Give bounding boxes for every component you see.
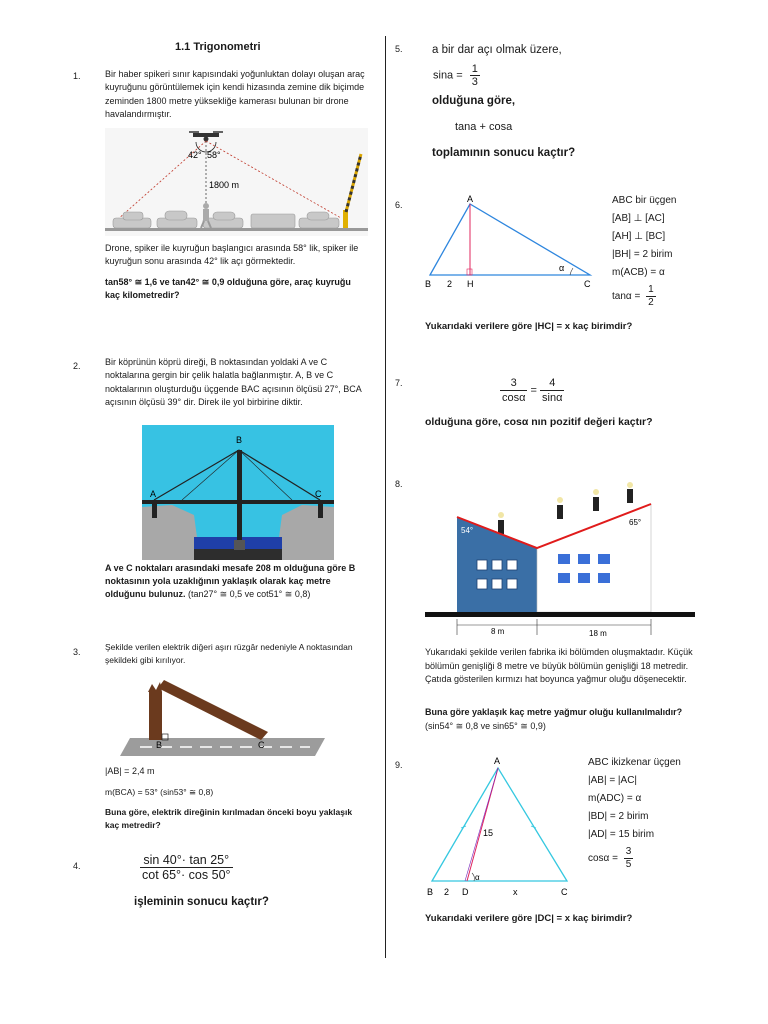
q2-label-a: A — [150, 489, 157, 499]
q9-label-d: D — [462, 887, 469, 897]
q8-question-bold: Buna göre yaklaşık kaç metre yağmur oluğu kullanılmalıdır? — [425, 707, 683, 717]
q7-left-num: 3 — [500, 376, 527, 391]
q6-given-4: |BH| = 2 birim — [612, 249, 673, 260]
q9-cos-num: 3 — [625, 846, 632, 857]
q4-number: 4. — [73, 861, 81, 871]
q5-question: toplamının sonucu kaçtır? — [432, 147, 576, 159]
q4-fraction — [140, 853, 233, 882]
q5-sin-num: 1 — [471, 63, 478, 75]
q9-given — [588, 754, 718, 871]
q9-label-b: B — [427, 887, 434, 897]
q1-text: Bir haber spikeri sınır kapısındaki yoğunluktan dolayı oluşan araç kuyruğunu görüntülemek için kendi hizasında zemine dik biçimde zeminden 1800 metre yüksekliğe kamerası bulunan bir drone havalandırmıştır. — [105, 69, 365, 120]
q5-number: 5. — [395, 44, 403, 54]
q6-given-2: [AB] ⊥ [AC] — [612, 213, 665, 224]
q8-width-small: 8 m — [491, 627, 505, 636]
q6-label-c: C — [584, 279, 591, 289]
q8-number: 8. — [395, 479, 403, 489]
q6-label-b: B — [425, 279, 432, 289]
q7-right-den: sinα — [542, 392, 563, 404]
q9-given-1: ABC ikizkenar üçgen — [588, 757, 681, 768]
section-title: 1.1 Trigonometri — [175, 41, 261, 53]
q5-line1: a bir dar açı olmak üzere, — [432, 44, 562, 56]
q3-number: 3. — [73, 647, 81, 657]
q7-eq: = — [530, 384, 537, 397]
q6-tan-den: 2 — [648, 297, 654, 308]
q8-question-hint: (sin54° ≅ 0,8 ve sin65° ≅ 0,9) — [425, 720, 546, 731]
q2-text: Bir köprünün köprü direği, B noktasından yoldaki A ve C noktalarına gergin bir çelik halatla bağlanmıştır. A, B ve C noktalarının oluşturduğu üçgende BAC açısının ölçüsü 27°, BCA açısının ölçüsü 39° dir. Direk ile yol birbirine diktir. — [105, 357, 362, 408]
q3-pole-figure — [120, 672, 325, 760]
q9-given-3: m(ADC) = α — [588, 793, 642, 804]
q6-number: 6. — [395, 200, 403, 210]
q2-bridge-figure — [142, 425, 334, 560]
q1-angle-left: 42° — [188, 150, 202, 160]
q6-label-a: A — [467, 194, 474, 204]
q6-tan-label: tanα = — [612, 291, 641, 303]
q3-question: Buna göre, elektrik direğinin kırılmadan önceki boyu yaklaşık kaç metredir? — [105, 807, 353, 830]
q3-given2: m(BCA) = 53° (sin53° ≅ 0,8) — [105, 787, 214, 797]
q9-label-c: C — [561, 887, 568, 897]
q9-cos-label: cosα = — [588, 853, 618, 865]
q8-angle-right: 65° — [629, 518, 642, 527]
q6-label-h: H — [467, 279, 474, 289]
q8-question — [425, 706, 697, 733]
q9-label-fifteen: 15 — [483, 828, 494, 838]
q3-label-b: B — [156, 740, 163, 750]
q1-height-label: 1800 m — [209, 180, 240, 190]
q4-numerator: sin 40°· tan 25° — [140, 853, 233, 868]
q1-drone-figure — [105, 128, 368, 236]
column-divider — [385, 36, 386, 958]
q9-triangle-figure — [425, 756, 583, 901]
q9-label-two: 2 — [444, 887, 450, 897]
q8-width-big: 18 m — [589, 629, 607, 638]
q9-cos — [588, 846, 718, 871]
q6-tan-num: 1 — [648, 284, 654, 295]
q6-question: Yukarıdaki verilere göre |HC| = x kaç birimdir? — [425, 321, 633, 332]
q3-given1: |AB| = 2,4 m — [105, 766, 155, 776]
q2-label-b: B — [235, 435, 243, 445]
q7-right-num: 4 — [540, 376, 564, 391]
q9-number: 9. — [395, 760, 403, 770]
q9-question: Yukarıdaki verilere göre |DC| = x kaç birimdir? — [425, 913, 633, 924]
q3-text: Şekilde verilen elektrik diğeri aşırı rüzgâr nedeniyle A noktasından şekildeki gibi kırılıyor. — [105, 642, 353, 665]
q1-question: tan58° ≅ 1,6 ve tan42° ≅ 0,9 olduğuna göre, araç kuyruğu kaç kilometredir? — [105, 277, 351, 301]
q9-given-4: |BD| = 2 birim — [588, 811, 649, 822]
q6-label-alpha: α — [559, 263, 565, 273]
q5-sin-label: sina = — [433, 69, 463, 82]
q9-label-x: x — [513, 887, 518, 897]
q2-question-bold: A ve C noktaları arasındaki mesafe 208 m olduğuna göre B noktasının yola uzaklığının yaklaşık olarak kaç metre olduğunu bulunuz. — [105, 563, 356, 599]
q2-question-hint: (tan27° ≅ 0,5 ve cot51° ≅ 0,8) — [185, 589, 311, 599]
q8-angle-left: 54° — [461, 526, 474, 535]
q6-triangle-figure — [422, 192, 597, 292]
q9-cos-den: 5 — [625, 859, 632, 870]
q6-tan — [612, 284, 742, 309]
q6-given-3: [AH] ⊥ [BC] — [612, 231, 666, 242]
q5-sin — [433, 63, 480, 88]
q7-question: olduğuna göre, cosα nın pozitif değeri kaçtır? — [425, 416, 653, 428]
q6-given-1: ABC bir üçgen — [612, 195, 677, 206]
q1-text2: Drone, spiker ile kuyruğun başlangıcı arasında 58° lik, spiker ile kuyruğun sonu arasında 42° lik açı görmektedir. — [105, 243, 359, 267]
q6-given-5: m(ACB) = α — [612, 267, 665, 278]
q4-denominator: cot 65°· cos 50° — [142, 868, 231, 882]
q7-equation — [500, 376, 564, 405]
q9-label-a: A — [494, 756, 501, 766]
q8-factory-figure — [425, 475, 695, 645]
q2-number: 2. — [73, 361, 81, 371]
q6-given — [612, 192, 742, 309]
q5-expr: tana + cosa — [455, 121, 513, 133]
q7-number: 7. — [395, 378, 403, 388]
q3-label-c: C — [258, 740, 265, 750]
q9-given-2: |AB| = |AC| — [588, 775, 638, 786]
q1-angle-right: 58° — [207, 150, 221, 160]
q2-label-c: C — [315, 489, 322, 499]
q2-question — [105, 562, 370, 601]
q5-sin-den: 3 — [471, 76, 478, 88]
q5-line2: olduğuna göre, — [432, 95, 516, 107]
q6-label-two: 2 — [447, 279, 453, 289]
q9-label-alpha: α — [475, 873, 480, 882]
q7-left-den: cosα — [502, 392, 526, 404]
q4-question: işleminin sonucu kaçtır? — [134, 896, 269, 908]
q9-given-5: |AD| = 15 birim — [588, 829, 655, 840]
q1-number: 1. — [73, 71, 81, 81]
q8-text: Yukarıdaki şekilde verilen fabrika iki bölümden oluşmaktadır. Küçük bölümün genişliği 8 metre ve büyük bölümün genişliği 18 metredir. Çatıda gösterilen kırmızı hat boyunca yağmur oluğu döşenecektir. — [425, 647, 693, 684]
